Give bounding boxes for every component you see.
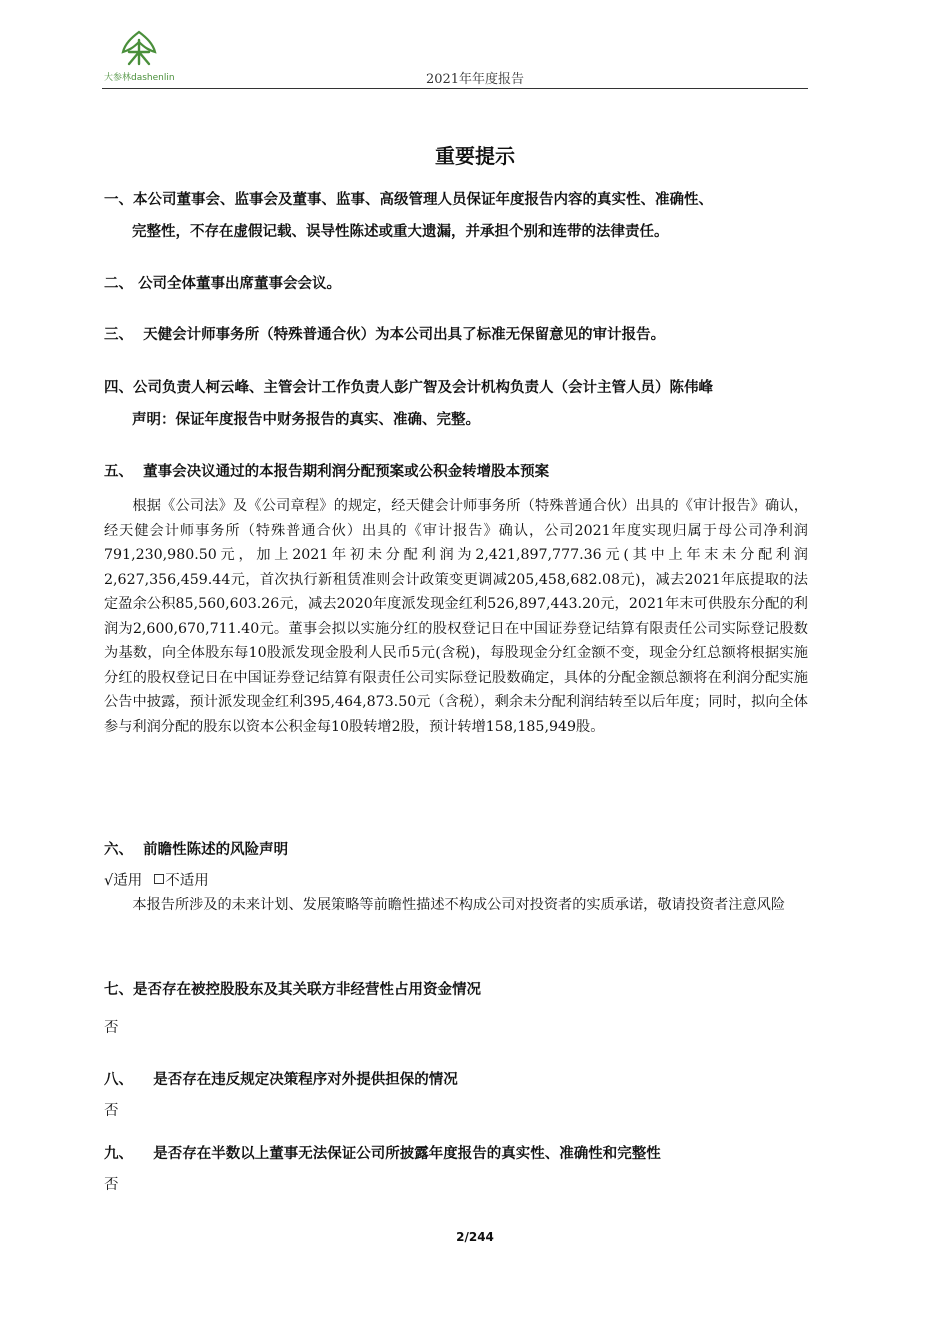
section-answer: 否	[104, 1020, 119, 1036]
header-divider	[102, 88, 808, 89]
header-title: 2021年年度报告	[425, 72, 525, 87]
applicability-line	[104, 869, 808, 893]
section-1	[104, 186, 808, 247]
section-text: 公司负责人柯云峰、主管会计工作负责人彭广智及会计机构负责人（会计主管人员）陈伟峰	[133, 380, 713, 396]
logo-text: 大参林dashenlin	[104, 73, 175, 83]
section-number: 四、	[104, 380, 133, 396]
section-title: 董事会决议通过的本报告期利润分配预案或公积金转增股本预案	[143, 464, 550, 480]
section-number: 七、	[104, 982, 133, 998]
section-number: 五、	[104, 464, 133, 480]
section-8	[104, 1066, 808, 1123]
section-title: 是否存在半数以上董事无法保证公司所披露年度报告的真实性、准确性和完整性	[153, 1146, 661, 1162]
section-text-continued: 声明：保证年度报告中财务报告的真实、准确、完整。	[132, 412, 480, 428]
section-text: 本公司董事会、监事会及董事、监事、高级管理人员保证年度报告内容的真实性、准确性、	[133, 192, 713, 208]
page-title: 重要提示	[435, 144, 515, 168]
risk-statement-paragraph: 本报告所涉及的未来计划、发展策略等前瞻性描述不构成公司对投资者的实质承诺，敬请投资者注意风险	[132, 897, 786, 913]
section-2	[104, 270, 808, 299]
checkbox-icon	[154, 874, 164, 884]
section-9	[104, 1140, 808, 1197]
page-number: 2/244	[456, 1230, 494, 1244]
section-number: 二、	[104, 276, 133, 292]
applicable-option: √适用	[104, 873, 143, 889]
section-4	[104, 374, 808, 435]
section-number: 六、	[104, 842, 133, 858]
section-title: 是否存在被控股股东及其关联方非经营性占用资金情况	[133, 982, 481, 998]
section-5	[104, 458, 808, 739]
section-number: 一、	[104, 192, 133, 208]
section-text-continued: 完整性，不存在虚假记载、误导性陈述或重大遗漏，并承担个别和连带的法律责任。	[132, 224, 669, 240]
section-number: 三、	[104, 327, 133, 343]
section-7	[104, 976, 808, 1040]
section-text: 公司全体董事出席董事会会议。	[138, 276, 342, 292]
section-answer: 否	[104, 1103, 119, 1119]
section-3	[104, 321, 808, 350]
section-answer: 否	[104, 1177, 119, 1193]
section-number: 八、	[104, 1072, 133, 1088]
section-6	[104, 836, 808, 918]
section-title: 前瞻性陈述的风险声明	[143, 842, 289, 858]
ginseng-leaf-icon	[119, 30, 159, 68]
section-text: 天健会计师事务所（特殊普通合伙）为本公司出具了标准无保留意见的审计报告。	[143, 327, 666, 343]
section-number: 九、	[104, 1146, 133, 1162]
profit-distribution-paragraph: 根据《公司法》及《公司章程》的规定，经天健会计师事务所（特殊普通合伙）出具的《审计报告》确认，经天健会计师事务所（特殊普通合伙）出具的《审计报告》确认，公司2021年度实现归属于母公司净利润791,230,980.50元，加上2021年初未分配利润为2,421,897,777.36元(其中上年末未分配利润2,627,356,459.44元，首次执行新租赁准则会计政策变更调减205,458,682.08元)，减去2021年底提取的法定盈余公积85,560,603.26元，减去2020年度派发现金红利526,897,443.20元，2021年末可供股东分配的利润为2,600,670,711.40元。董事会拟以实施分红的股权登记日在中国证券登记结算有限责任公司实际登记股数为基数，向全体股东每10股派发现金股利人民币5元(含税)，每股现金分红金额不变，现金分红总额将根据实施分红的股权登记日在中国证券登记结算有限责任公司实际登记股数确定，具体的分配金额总额将在利润分配实施公告中披露，预计派发现金红利395,464,873.50元（含税），剩余未分配利润结转至以后年度；同时，拟向全体参与利润分配的股东以资本公积金每10股转增2股，预计转增158,185,949股。	[104, 498, 808, 735]
section-title: 是否存在违反规定决策程序对外提供担保的情况	[153, 1072, 458, 1088]
not-applicable-option: 不适用	[165, 873, 209, 889]
